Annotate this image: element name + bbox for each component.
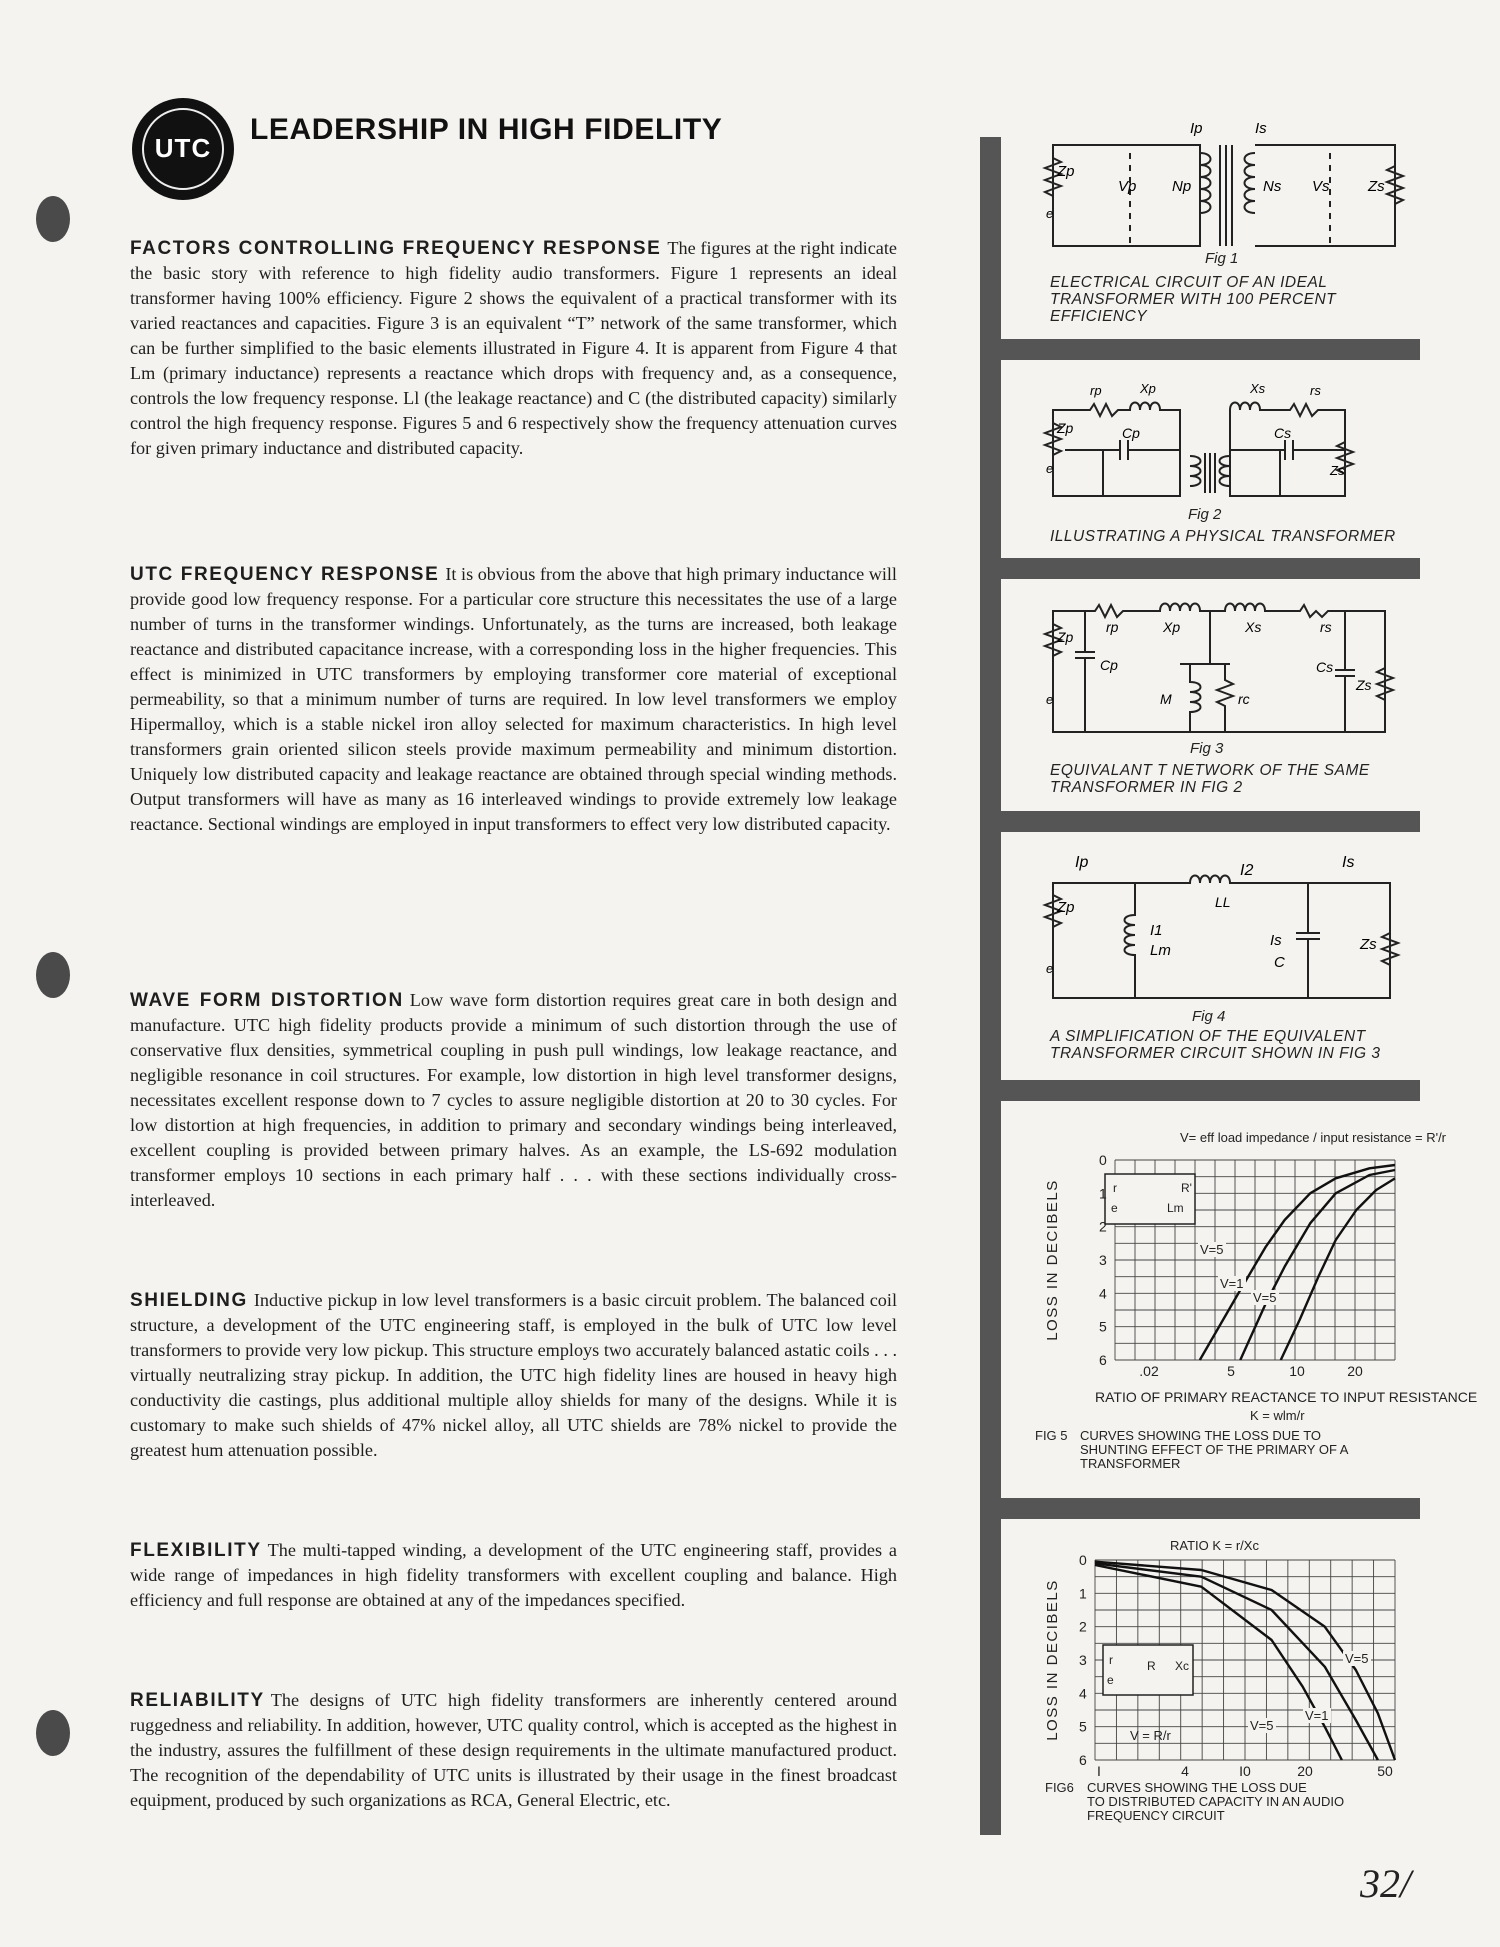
inset-label: Lm [1167,1201,1184,1215]
inset-label: R [1147,1659,1156,1673]
section-body: The designs of UTC high fidelity transformers are inherently centered around ruggedness and reliability. In addition, however, UTC quality control, which is accepted as the highest in the industry, assures the fulfillment of these design requirements in the ultimate manufactured product. The recognition of the dependability of UTC units is illustrated by their usage in the finest broadcast equipment, produced by such organizations as RCA, General Electric, etc. [130,1690,897,1810]
inset-label: e [1107,1673,1114,1687]
caption-line: FREQUENCY CIRCUIT [1087,1808,1225,1823]
fig1-label-vs: Vs [1312,178,1330,195]
section-reliability [130,1688,897,1813]
y-tick-label: 3 [1079,1652,1087,1668]
fig6-number: FIG6 [1045,1780,1074,1795]
fig4-label-e: e [1046,961,1054,976]
curve-label: V=5 [1253,1290,1277,1305]
curve-label: V=5 [1200,1242,1224,1257]
fig4-label-is-top: Is [1342,854,1355,871]
fig5-chart [1035,1112,1478,1482]
section-body: Inductive pickup in low level transformers is a basic circuit problem. The balanced coil structure, a development of the UTC engineering staff, is employed in the bulk of UTC low level transformers to provide very low pickup. This structure employs two accurately balanced astatic coils . . . virtually neutralizing stray pickup. In addition, the UTC high fidelity lines are housed in heavy high conductivity die castings, plus additional multiple alloy shields for many of the designs. While it is customary to make such shields of 47% nickel alloy, all UTC shields are 78% nickel to provide the greatest hum attenuation possible. [130,1290,897,1460]
fig4-label-zs: Zs [1360,936,1377,953]
section-body: Low wave form distortion requires great care in both design and manufacture. UTC high fidelity products provide a minimum of such distortion through the use of conservative flux densities, symmetrical coupling in push pull windings, low leakage reactance, and negligible resonance in coil structures. For example, low distortion in high level transformer designs, necessitates excellent response down to 7 cycles to assure negligible distortion at 20 to 30 cycles. For low distortion at high frequencies, in addition to primary and secondary windings being interleaved, excellent coupling is provided between primary halves. As an example, the LS-692 modulation transformer employs 10 sections in each primary half . . . with these sections individually cross-interleaved. [130,990,897,1210]
figure-divider-bar [980,558,1420,579]
y-tick-label: 5 [1099,1318,1107,1335]
fig1-label-zp: Zp [1057,163,1075,180]
figure-divider-bar [980,1498,1420,1519]
fig2-label-rp: rp [1090,383,1102,398]
fig3-label-rs: rs [1320,619,1332,635]
fig5-formula: V= eff load impedance / input resistance = R'/r [1180,1130,1447,1145]
fig5-xlabel: RATIO OF PRIMARY REACTANCE TO INPUT RESISTANCE [1095,1389,1478,1405]
fig6-caption [1087,1780,1344,1823]
binder-hole [36,1710,70,1756]
section-body: It is obvious from the above that high primary inductance will provide good low frequency response. For a particular core structure this necessitates the use of a large number of turns in the transformer windings. Unfortunately, as the turns are increased, both leakage reactance and distributed capacitance increase, with a corresponding loss in the higher frequencies. This effect is minimized in UTC transformers by employing transformer core material of exceptional permeability, so that a minimum number of turns are required. In low level transformers we employ Hipermalloy, which is a stable nickel iron alloy selected for maximum characteristics. In high level transformers grain oriented silicon steels provide maximum permeability and minimum distortion. Uniquely low distributed capacity and leakage reactance are obtained through special winding methods. Output transformers will have as many as 16 interleaved windings to provide extremely low leakage reactance. Sectional windings are employed in input transformers to effect very low distributed capacity. [130,564,897,834]
fig2-label-zp: Zp [1057,420,1074,436]
fig3-label-m: M [1160,691,1172,707]
inset-label: r [1109,1653,1113,1667]
fig4-label-c: C [1274,954,1285,971]
logo-text: UTC [142,108,224,190]
y-tick-label: 2 [1099,1218,1107,1235]
inset-label: R' [1181,1181,1192,1195]
y-tick-label: 0 [1099,1152,1107,1168]
fig4-number: Fig 4 [1192,1008,1226,1025]
fig2-circuit [1040,378,1410,508]
fig3-label-xs: Xs [1245,619,1262,635]
y-tick-label: 6 [1099,1352,1107,1368]
section-heading: WAVE FORM DISTORTION [130,990,404,1011]
fig5-number: FIG 5 [1035,1428,1068,1443]
utc-logo [132,98,234,200]
x-tick-label: 20 [1347,1363,1363,1379]
section-utc-frequency-response [130,562,897,837]
x-tick-label: 5 [1227,1363,1235,1379]
y-tick-label: 5 [1079,1718,1087,1735]
caption-line: CURVES SHOWING THE LOSS DUE TO [1080,1428,1322,1443]
y-tick-label: 3 [1099,1252,1107,1268]
curve-label: V=5 [1345,1651,1369,1666]
fig5-k-formula: K = wlm/r [1250,1408,1305,1423]
fig4-label-ll: LL [1215,894,1231,910]
fig3-number: Fig 3 [1190,740,1224,757]
page-title: LEADERSHIP IN HIGH FIDELITY [250,113,723,146]
curve-label: V=5 [1250,1718,1274,1733]
fig3-label-cp: Cp [1100,657,1118,673]
fig6-chart [1035,1530,1410,1840]
vertical-divider-bar [980,137,1001,1835]
x-tick-label: .02 [1139,1363,1159,1379]
fig5-caption [1080,1428,1349,1471]
x-tick-label: 20 [1297,1763,1313,1779]
fig3-label-rp: rp [1106,619,1119,635]
fig4-label-ip: Ip [1075,854,1089,871]
section-heading: RELIABILITY [130,1690,265,1711]
caption-line: CURVES SHOWING THE LOSS DUE [1087,1780,1307,1795]
fig3-label-rc: rc [1238,691,1250,707]
x-tick-label: 4 [1181,1763,1189,1779]
section-factors [130,236,897,461]
figure-divider-bar [980,811,1420,832]
fig4-circuit [1040,845,1410,1005]
caption-line: TO DISTRIBUTED CAPACITY IN AN AUDIO [1087,1794,1345,1809]
section-heading: FACTORS CONTROLLING FREQUENCY RESPONSE [130,238,662,259]
fig3-label-cs: Cs [1316,659,1334,675]
series-curve [1240,1170,1395,1360]
section-body: The multi-tapped winding, a development of the UTC engineering staff, provides a wide range of impedances in high fidelity transformers with excellent coupling and balance. High efficiency and full response are obtained at any of the impedances specified. [130,1540,897,1610]
section-heading: UTC FREQUENCY RESPONSE [130,564,440,585]
fig2-label-xp: Xp [1140,381,1156,396]
section-heading: SHIELDING [130,1290,248,1311]
fig4-label-i2: I2 [1240,862,1254,879]
x-tick-label: I0 [1239,1763,1251,1779]
fig4-label-zp: Zp [1057,899,1075,916]
y-tick-label: 0 [1079,1552,1087,1568]
fig2-label-cs: Cs [1274,425,1292,441]
fig2-label-cp: Cp [1122,425,1140,441]
fig3-label-zp: Zp [1057,629,1074,645]
fig1-label-vp: Vp [1118,178,1137,195]
section-shielding [130,1288,897,1463]
caption-line: TRANSFORMER [1080,1456,1181,1471]
y-tick-label: 1 [1079,1585,1087,1602]
section-heading: FLEXIBILITY [130,1540,262,1561]
figure-divider-bar [980,339,1420,360]
curve-label: V=1 [1305,1708,1329,1723]
binder-hole [36,952,70,998]
fig2-label-e: e [1046,461,1054,476]
fig1-label-np: Np [1172,178,1192,195]
fig3-circuit [1040,592,1410,742]
fig3-label-zs: Zs [1356,677,1372,693]
fig1-label-ip: Ip [1190,120,1203,137]
curve-label: V=1 [1220,1276,1244,1291]
fig1-circuit [1040,118,1410,258]
section-wave-form-distortion [130,988,897,1213]
binder-hole [36,196,70,242]
y-tick-label: 1 [1099,1185,1107,1202]
series-curve [1200,1165,1395,1360]
x-tick-label: 10 [1289,1363,1305,1379]
fig2-label-rs: rs [1310,383,1321,398]
y-tick-label: 4 [1099,1285,1107,1302]
caption-line: SHUNTING EFFECT OF THE PRIMARY OF A [1080,1442,1349,1457]
fig2-label-xs: Xs [1250,381,1266,396]
fig1-label-ns: Ns [1263,178,1282,195]
page-number: 32/ [1360,1861,1412,1906]
figure-divider-bar [980,1080,1420,1101]
fig2-caption: ILLUSTRATING A PHYSICAL TRANSFORMER [1050,528,1396,545]
fig4-label-i1: I1 [1150,922,1163,939]
fig4-label-is-c: Is [1270,932,1282,949]
inset-label: e [1111,1201,1118,1215]
y-axis-label: LOSS IN DECIBELS [1044,1579,1061,1741]
section-body: The figures at the right indicate the basic story with reference to high fidelity audio transformers. Figure 1 represents an ideal transformer having 100% efficiency. Figure 2 shows the equivalent of a practical transformer with its varied reactances and capacities. Figure 3 is an equivalent “T” network of the same transformer, which can be further simplified to the basic elements illustrated in Figure 4. It is apparent from Figure 4 that Lm (primary inductance) represents a reactance which drops with frequency and, as a consequence, controls the low frequency response. Ll (the leakage reactance) and C (the distributed capacity) similarly control the high frequency response. Figures 5 and 6 respectively show the frequency attenuation curves for given primary inductance and distributed capacity. [130,238,897,458]
fig3-label-xp: Xp [1163,619,1181,635]
inset-label: r [1113,1181,1117,1195]
fig1-label-is: Is [1255,120,1267,137]
fig1-number: Fig 1 [1205,250,1239,267]
fig3-caption: EQUIVALANT T NETWORK OF THE SAME TRANSFORMER IN FIG 2 [1050,762,1370,796]
inset-label: Xc [1175,1659,1190,1673]
y-tick-label: 6 [1079,1752,1087,1768]
y-tick-label: 2 [1079,1618,1087,1635]
fig1-caption: ELECTRICAL CIRCUIT OF AN IDEAL TRANSFORMER WITH 100 PERCENT EFFICIENCY [1050,274,1337,325]
y-axis-label: LOSS IN DECIBELS [1044,1179,1061,1341]
fig3-label-e: e [1046,692,1054,707]
fig4-label-lm: Lm [1150,942,1171,959]
fig2-number: Fig 2 [1188,506,1222,523]
fig4-caption: A SIMPLIFICATION OF THE EQUIVALENT TRANSFORMER CIRCUIT SHOWN IN FIG 3 [1050,1028,1381,1062]
fig6-inset-formula: V = R/r [1130,1728,1171,1743]
fig2-label-zs: Zs [1330,463,1345,478]
fig6-title: RATIO K = r/Xc [1170,1538,1259,1553]
fig1-label-e: e [1046,206,1054,221]
x-tick-label: I [1097,1763,1101,1779]
fig1-label-zs: Zs [1368,178,1385,195]
section-flexibility [130,1538,897,1613]
x-tick-label: 50 [1377,1763,1393,1779]
y-tick-label: 4 [1079,1685,1087,1702]
